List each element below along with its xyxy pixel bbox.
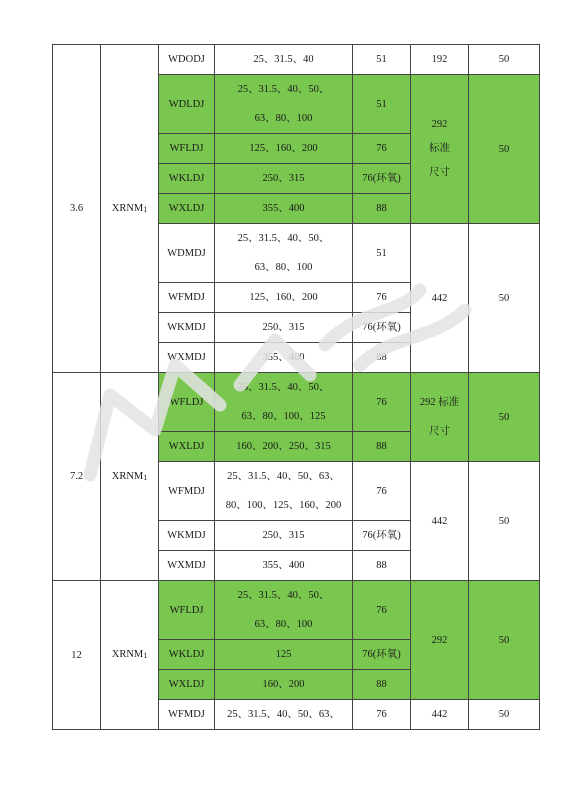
length-cell: 76(环氧) <box>353 640 411 670</box>
current-cell: 250、315 <box>215 313 353 343</box>
type-cell: WDODJ <box>159 45 215 75</box>
type-cell: WXMDJ <box>159 551 215 581</box>
fuse-spec-table <box>52 44 540 730</box>
length-cell: 76 <box>353 373 411 432</box>
size-cell: 192 <box>411 45 469 75</box>
model-suffix: 1 <box>143 472 148 482</box>
current-cell: 160、200 <box>215 670 353 700</box>
current-cell: 355、400 <box>215 551 353 581</box>
current-cell: 355、400 <box>215 343 353 373</box>
current-cell: 25、31.5、40、50、63、 <box>215 700 353 730</box>
size-cell: 442 <box>411 700 469 730</box>
model-cell <box>101 45 159 373</box>
size-cell: 442 <box>411 462 469 581</box>
current-cell: 160、200、250、315 <box>215 432 353 462</box>
length-cell: 76 <box>353 700 411 730</box>
current-cell: 355、400 <box>215 194 353 224</box>
type-cell: WXLDJ <box>159 670 215 700</box>
current-line: 63、80、100 <box>254 113 313 124</box>
size-line: 292 <box>431 119 448 130</box>
current-line: 63、80、100 <box>254 619 313 630</box>
length-cell: 88 <box>353 670 411 700</box>
current-cell: 250、315 <box>215 521 353 551</box>
size-cell: 292 <box>411 581 469 700</box>
size-line: 292 标准 <box>419 397 460 408</box>
type-cell: WFLDJ <box>159 134 215 164</box>
weight-cell: 50 <box>469 45 540 75</box>
size-line: 标准 <box>429 143 450 154</box>
weight-cell: 50 <box>469 462 540 581</box>
size-line: 尺寸 <box>429 167 450 178</box>
current-cell: 125、160、200 <box>215 283 353 313</box>
model-prefix: XRNM <box>111 202 144 214</box>
type-cell: WKLDJ <box>159 640 215 670</box>
type-cell: WFMDJ <box>159 700 215 730</box>
type-cell: WXLDJ <box>159 432 215 462</box>
table-row <box>53 45 540 75</box>
weight-cell: 50 <box>469 581 540 700</box>
model-prefix: XRNM <box>111 470 144 482</box>
type-cell: WXMDJ <box>159 343 215 373</box>
current-line: 25、31.5、40、50、 <box>237 382 330 393</box>
current-cell <box>215 75 353 134</box>
current-line: 25、31.5、40、50、 <box>237 233 330 244</box>
current-cell <box>215 462 353 521</box>
type-cell: WXLDJ <box>159 194 215 224</box>
current-line: 25、31.5、40、50、 <box>237 84 330 95</box>
type-cell: WKMDJ <box>159 521 215 551</box>
current-cell <box>215 581 353 640</box>
table-row <box>53 373 540 432</box>
current-line: 63、80、100、125 <box>241 411 326 422</box>
weight-cell: 50 <box>469 700 540 730</box>
type-cell: WFMDJ <box>159 283 215 313</box>
type-cell: WFLDJ <box>159 581 215 640</box>
length-cell: 51 <box>353 45 411 75</box>
model-suffix: 1 <box>143 651 148 660</box>
size-cell <box>411 75 469 224</box>
length-cell: 76(环氧) <box>353 313 411 343</box>
type-cell: WKMDJ <box>159 313 215 343</box>
length-cell: 76 <box>353 462 411 521</box>
length-cell: 88 <box>353 551 411 581</box>
type-cell: WFLDJ <box>159 373 215 432</box>
length-cell: 76(环氧) <box>353 164 411 194</box>
current-line: 80、100、125、160、200 <box>225 500 342 511</box>
size-cell <box>411 373 469 462</box>
voltage-cell: 7.2 <box>53 373 101 581</box>
length-cell: 76 <box>353 134 411 164</box>
voltage-cell: 3.6 <box>53 45 101 373</box>
table-row <box>53 581 540 640</box>
size-cell: 442 <box>411 224 469 373</box>
length-cell: 51 <box>353 224 411 283</box>
model-suffix: 1 <box>143 204 148 214</box>
type-cell: WKLDJ <box>159 164 215 194</box>
length-cell: 51 <box>353 75 411 134</box>
length-cell: 76 <box>353 283 411 313</box>
length-cell: 88 <box>353 432 411 462</box>
type-cell: WDLDJ <box>159 75 215 134</box>
voltage-cell: 12 <box>53 581 101 730</box>
current-cell <box>215 373 353 432</box>
type-cell: WDMDJ <box>159 224 215 283</box>
current-cell: 125 <box>215 640 353 670</box>
model-cell <box>101 581 159 730</box>
length-cell: 76 <box>353 581 411 640</box>
weight-cell: 50 <box>469 373 540 462</box>
length-cell: 76(环氧) <box>353 521 411 551</box>
current-cell: 250、315 <box>215 164 353 194</box>
weight-cell: 50 <box>469 224 540 373</box>
length-cell: 88 <box>353 343 411 373</box>
current-cell: 25、31.5、40 <box>215 45 353 75</box>
model-prefix: XRNM <box>111 649 144 660</box>
current-cell <box>215 224 353 283</box>
length-cell: 88 <box>353 194 411 224</box>
current-line: 63、80、100 <box>254 262 313 273</box>
current-line: 25、31.5、40、50、 <box>237 590 330 601</box>
model-cell <box>101 373 159 581</box>
size-line: 尺寸 <box>429 426 450 437</box>
current-line: 25、31.5、40、50、63、 <box>227 471 340 482</box>
type-cell: WFMDJ <box>159 462 215 521</box>
weight-cell: 50 <box>469 75 540 224</box>
current-cell: 125、160、200 <box>215 134 353 164</box>
